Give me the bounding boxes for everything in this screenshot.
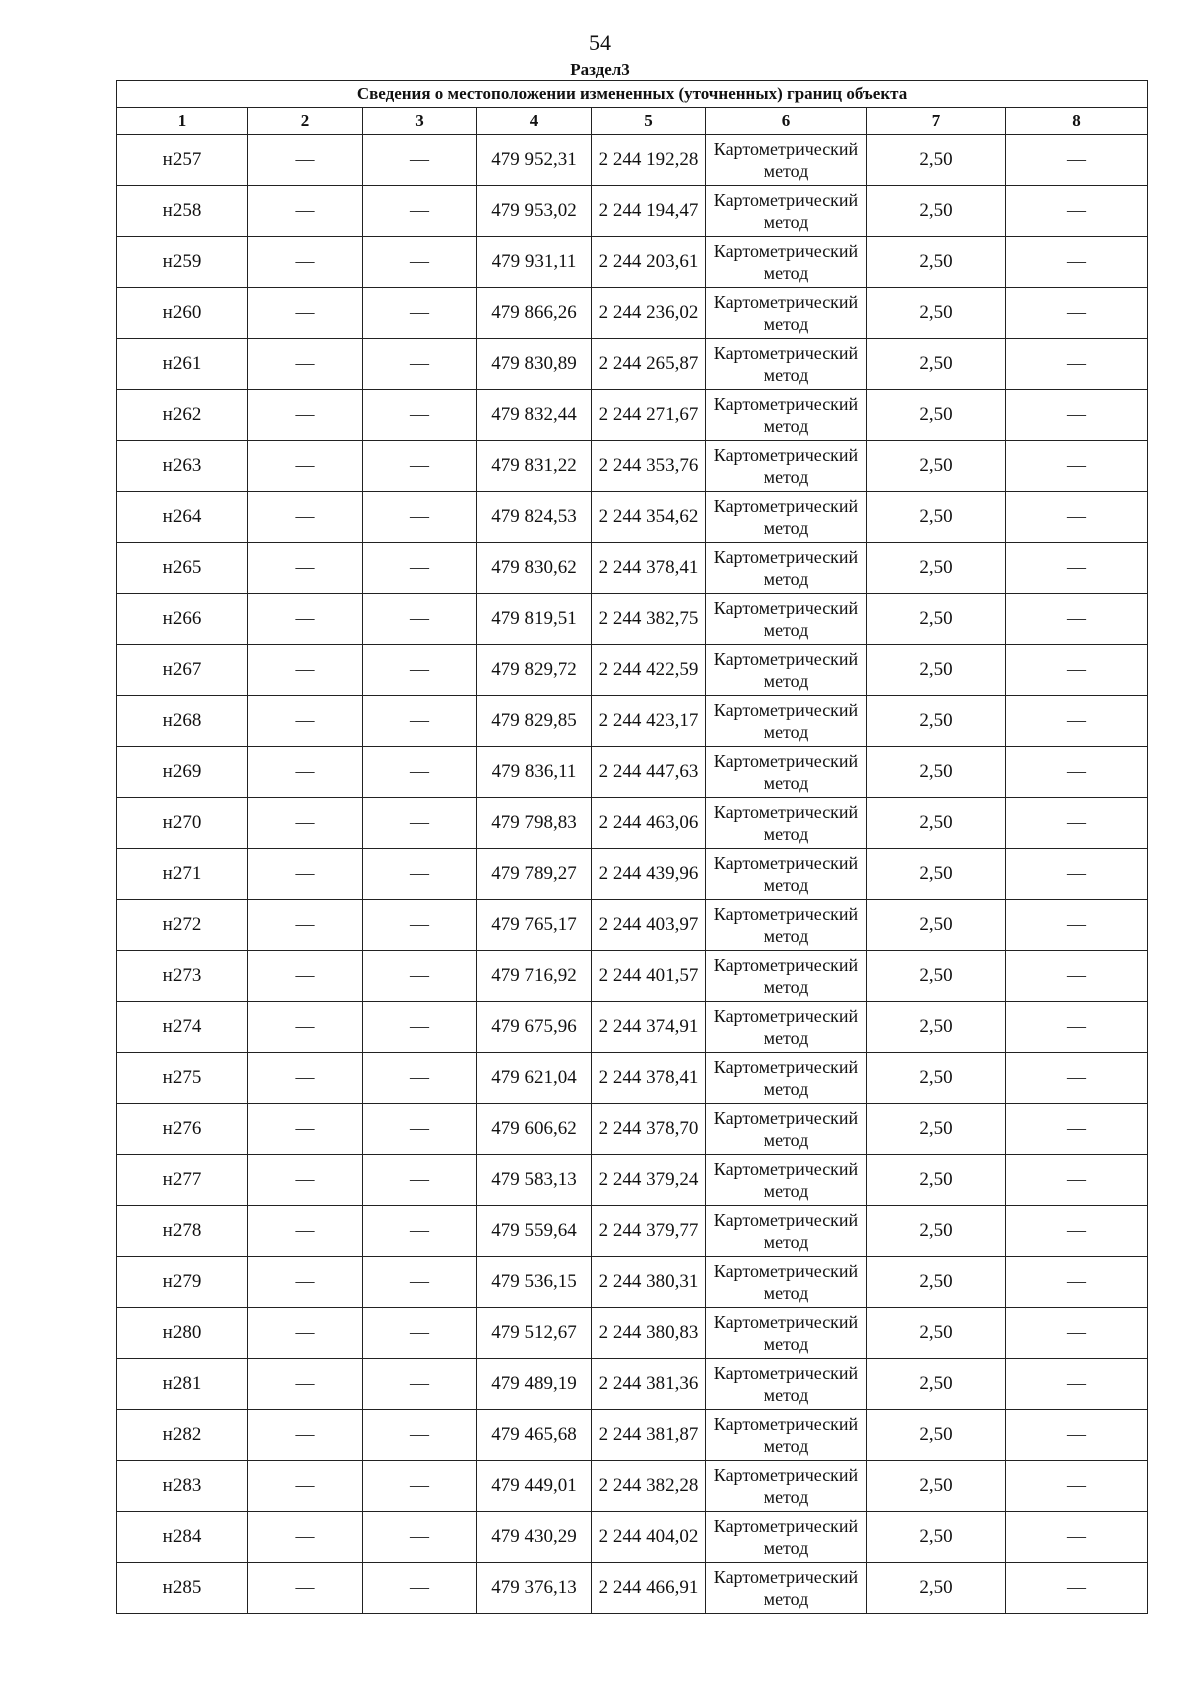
col3-cell: — <box>363 1104 477 1155</box>
accuracy-cell: 2,50 <box>867 645 1006 696</box>
point-id-cell: н266 <box>117 594 248 645</box>
page-number: 54 <box>589 30 611 55</box>
col8-cell: — <box>1006 1002 1148 1053</box>
col3-cell: — <box>363 951 477 1002</box>
table-row <box>117 492 1148 543</box>
point-id-cell: н260 <box>117 288 248 339</box>
accuracy-cell: 2,50 <box>867 339 1006 390</box>
col8-cell: — <box>1006 135 1148 186</box>
x-coordinate-cell: 479 559,64 <box>477 1206 592 1257</box>
table-row <box>117 186 1148 237</box>
y-coordinate-cell: 2 244 422,59 <box>592 645 706 696</box>
table-row <box>117 594 1148 645</box>
method-cell: Картометрический метод <box>706 1002 867 1053</box>
x-coordinate-cell: 479 765,17 <box>477 900 592 951</box>
col2-cell: — <box>248 1512 363 1563</box>
y-coordinate-cell: 2 244 381,87 <box>592 1410 706 1461</box>
x-coordinate-cell: 479 836,11 <box>477 747 592 798</box>
accuracy-cell: 2,50 <box>867 747 1006 798</box>
table-row <box>117 645 1148 696</box>
col2-cell: — <box>248 1359 363 1410</box>
col3-cell: — <box>363 1512 477 1563</box>
y-coordinate-cell: 2 244 382,28 <box>592 1461 706 1512</box>
x-coordinate-cell: 479 931,11 <box>477 237 592 288</box>
col2-cell: — <box>248 900 363 951</box>
col2-cell: — <box>248 951 363 1002</box>
x-coordinate-cell: 479 675,96 <box>477 1002 592 1053</box>
table-row <box>117 1563 1148 1614</box>
point-id-cell: н279 <box>117 1257 248 1308</box>
col8-cell: — <box>1006 798 1148 849</box>
x-coordinate-cell: 479 716,92 <box>477 951 592 1002</box>
y-coordinate-cell: 2 244 265,87 <box>592 339 706 390</box>
col3-cell: — <box>363 492 477 543</box>
table-row <box>117 1410 1148 1461</box>
method-cell: Картометрический метод <box>706 1053 867 1104</box>
col3-cell: — <box>363 237 477 288</box>
accuracy-cell: 2,50 <box>867 1461 1006 1512</box>
point-id-cell: н261 <box>117 339 248 390</box>
point-id-cell: н276 <box>117 1104 248 1155</box>
col8-cell: — <box>1006 1155 1148 1206</box>
table-row <box>117 1461 1148 1512</box>
accuracy-cell: 2,50 <box>867 1206 1006 1257</box>
y-coordinate-cell: 2 244 423,17 <box>592 696 706 747</box>
point-id-cell: н259 <box>117 237 248 288</box>
table-row <box>117 849 1148 900</box>
col8-cell: — <box>1006 1104 1148 1155</box>
col3-cell: — <box>363 543 477 594</box>
col3-cell: — <box>363 1053 477 1104</box>
accuracy-cell: 2,50 <box>867 390 1006 441</box>
y-coordinate-cell: 2 244 271,67 <box>592 390 706 441</box>
y-coordinate-cell: 2 244 378,41 <box>592 543 706 594</box>
col2-cell: — <box>248 543 363 594</box>
y-coordinate-cell: 2 244 380,83 <box>592 1308 706 1359</box>
col3-cell: — <box>363 1461 477 1512</box>
method-cell: Картометрический метод <box>706 1257 867 1308</box>
table-row <box>117 135 1148 186</box>
col8-cell: — <box>1006 645 1148 696</box>
col3-cell: — <box>363 288 477 339</box>
col8-cell: — <box>1006 288 1148 339</box>
point-id-cell: н273 <box>117 951 248 1002</box>
col2-cell: — <box>248 1308 363 1359</box>
col3-cell: — <box>363 186 477 237</box>
y-coordinate-cell: 2 244 404,02 <box>592 1512 706 1563</box>
table-row <box>117 441 1148 492</box>
x-coordinate-cell: 479 798,83 <box>477 798 592 849</box>
x-coordinate-cell: 479 952,31 <box>477 135 592 186</box>
col2-cell: — <box>248 594 363 645</box>
x-coordinate-cell: 479 606,62 <box>477 1104 592 1155</box>
method-cell: Картометрический метод <box>706 1104 867 1155</box>
col2-cell: — <box>248 390 363 441</box>
y-coordinate-cell: 2 244 379,77 <box>592 1206 706 1257</box>
x-coordinate-cell: 479 489,19 <box>477 1359 592 1410</box>
table-row <box>117 288 1148 339</box>
point-id-cell: н280 <box>117 1308 248 1359</box>
y-coordinate-cell: 2 244 378,70 <box>592 1104 706 1155</box>
method-cell: Картометрический метод <box>706 849 867 900</box>
x-coordinate-cell: 479 824,53 <box>477 492 592 543</box>
accuracy-cell: 2,50 <box>867 441 1006 492</box>
col8-cell: — <box>1006 849 1148 900</box>
col8-cell: — <box>1006 1359 1148 1410</box>
accuracy-cell: 2,50 <box>867 1257 1006 1308</box>
method-cell: Картометрический метод <box>706 798 867 849</box>
method-cell: Картометрический метод <box>706 390 867 441</box>
x-coordinate-cell: 479 465,68 <box>477 1410 592 1461</box>
y-coordinate-cell: 2 244 463,06 <box>592 798 706 849</box>
point-id-cell: н282 <box>117 1410 248 1461</box>
point-id-cell: н274 <box>117 1002 248 1053</box>
column-number: 5 <box>592 108 706 135</box>
accuracy-cell: 2,50 <box>867 1002 1006 1053</box>
method-cell: Картометрический метод <box>706 645 867 696</box>
col2-cell: — <box>248 492 363 543</box>
col3-cell: — <box>363 798 477 849</box>
col3-cell: — <box>363 339 477 390</box>
column-number: 6 <box>706 108 867 135</box>
table-row <box>117 1053 1148 1104</box>
accuracy-cell: 2,50 <box>867 543 1006 594</box>
method-cell: Картометрический метод <box>706 441 867 492</box>
point-id-cell: н278 <box>117 1206 248 1257</box>
table-title: Сведения о местоположении измененных (уточненных) границ объекта <box>117 81 1148 108</box>
point-id-cell: н264 <box>117 492 248 543</box>
point-id-cell: н283 <box>117 1461 248 1512</box>
point-id-cell: н277 <box>117 1155 248 1206</box>
table-row <box>117 1308 1148 1359</box>
col8-cell: — <box>1006 696 1148 747</box>
x-coordinate-cell: 479 621,04 <box>477 1053 592 1104</box>
col2-cell: — <box>248 645 363 696</box>
method-cell: Картометрический метод <box>706 1155 867 1206</box>
x-coordinate-cell: 479 536,15 <box>477 1257 592 1308</box>
method-cell: Картометрический метод <box>706 288 867 339</box>
col2-cell: — <box>248 1461 363 1512</box>
col8-cell: — <box>1006 1512 1148 1563</box>
col3-cell: — <box>363 1359 477 1410</box>
x-coordinate-cell: 479 829,72 <box>477 645 592 696</box>
col8-cell: — <box>1006 1461 1148 1512</box>
col8-cell: — <box>1006 1563 1148 1614</box>
table-row <box>117 543 1148 594</box>
method-cell: Картометрический метод <box>706 1512 867 1563</box>
col8-cell: — <box>1006 390 1148 441</box>
col2-cell: — <box>248 186 363 237</box>
point-id-cell: н270 <box>117 798 248 849</box>
table-row <box>117 1155 1148 1206</box>
table-row <box>117 339 1148 390</box>
x-coordinate-cell: 479 829,85 <box>477 696 592 747</box>
accuracy-cell: 2,50 <box>867 492 1006 543</box>
accuracy-cell: 2,50 <box>867 594 1006 645</box>
table-row <box>117 1257 1148 1308</box>
y-coordinate-cell: 2 244 192,28 <box>592 135 706 186</box>
table-row <box>117 1002 1148 1053</box>
col3-cell: — <box>363 747 477 798</box>
col8-cell: — <box>1006 1308 1148 1359</box>
method-cell: Картометрический метод <box>706 1410 867 1461</box>
method-cell: Картометрический метод <box>706 237 867 288</box>
point-id-cell: н257 <box>117 135 248 186</box>
x-coordinate-cell: 479 583,13 <box>477 1155 592 1206</box>
point-id-cell: н265 <box>117 543 248 594</box>
x-coordinate-cell: 479 866,26 <box>477 288 592 339</box>
col3-cell: — <box>363 645 477 696</box>
table-row <box>117 900 1148 951</box>
table-body <box>117 135 1148 1614</box>
col8-cell: — <box>1006 1206 1148 1257</box>
column-number: 3 <box>363 108 477 135</box>
col2-cell: — <box>248 1155 363 1206</box>
accuracy-cell: 2,50 <box>867 951 1006 1002</box>
col3-cell: — <box>363 1206 477 1257</box>
method-cell: Картометрический метод <box>706 1359 867 1410</box>
method-cell: Картометрический метод <box>706 900 867 951</box>
col2-cell: — <box>248 1257 363 1308</box>
point-id-cell: н285 <box>117 1563 248 1614</box>
table-row <box>117 951 1148 1002</box>
col8-cell: — <box>1006 543 1148 594</box>
col8-cell: — <box>1006 237 1148 288</box>
column-number: 4 <box>477 108 592 135</box>
method-cell: Картометрический метод <box>706 135 867 186</box>
point-id-cell: н262 <box>117 390 248 441</box>
col3-cell: — <box>363 1002 477 1053</box>
method-cell: Картометрический метод <box>706 1461 867 1512</box>
accuracy-cell: 2,50 <box>867 1308 1006 1359</box>
accuracy-cell: 2,50 <box>867 1359 1006 1410</box>
table-row <box>117 696 1148 747</box>
col2-cell: — <box>248 237 363 288</box>
x-coordinate-cell: 479 819,51 <box>477 594 592 645</box>
x-coordinate-cell: 479 830,62 <box>477 543 592 594</box>
y-coordinate-cell: 2 244 354,62 <box>592 492 706 543</box>
point-id-cell: н263 <box>117 441 248 492</box>
col2-cell: — <box>248 696 363 747</box>
col2-cell: — <box>248 1410 363 1461</box>
accuracy-cell: 2,50 <box>867 135 1006 186</box>
accuracy-cell: 2,50 <box>867 696 1006 747</box>
method-cell: Картометрический метод <box>706 747 867 798</box>
col2-cell: — <box>248 135 363 186</box>
col3-cell: — <box>363 441 477 492</box>
accuracy-cell: 2,50 <box>867 1512 1006 1563</box>
col2-cell: — <box>248 798 363 849</box>
accuracy-cell: 2,50 <box>867 1410 1006 1461</box>
col8-cell: — <box>1006 747 1148 798</box>
col2-cell: — <box>248 1206 363 1257</box>
y-coordinate-cell: 2 244 378,41 <box>592 1053 706 1104</box>
point-id-cell: н269 <box>117 747 248 798</box>
table-row <box>117 237 1148 288</box>
table-row <box>117 390 1148 441</box>
col8-cell: — <box>1006 1053 1148 1104</box>
col8-cell: — <box>1006 900 1148 951</box>
point-id-cell: н272 <box>117 900 248 951</box>
point-id-cell: н281 <box>117 1359 248 1410</box>
point-id-cell: н271 <box>117 849 248 900</box>
table-row <box>117 1359 1148 1410</box>
method-cell: Картометрический метод <box>706 186 867 237</box>
col8-cell: — <box>1006 492 1148 543</box>
method-cell: Картометрический метод <box>706 696 867 747</box>
col2-cell: — <box>248 441 363 492</box>
y-coordinate-cell: 2 244 466,91 <box>592 1563 706 1614</box>
point-id-cell: н284 <box>117 1512 248 1563</box>
point-id-cell: н258 <box>117 186 248 237</box>
col2-cell: — <box>248 1563 363 1614</box>
accuracy-cell: 2,50 <box>867 798 1006 849</box>
col3-cell: — <box>363 135 477 186</box>
col3-cell: — <box>363 1410 477 1461</box>
x-coordinate-cell: 479 512,67 <box>477 1308 592 1359</box>
accuracy-cell: 2,50 <box>867 288 1006 339</box>
col3-cell: — <box>363 1155 477 1206</box>
y-coordinate-cell: 2 244 381,36 <box>592 1359 706 1410</box>
x-coordinate-cell: 479 430,29 <box>477 1512 592 1563</box>
x-coordinate-cell: 479 376,13 <box>477 1563 592 1614</box>
col2-cell: — <box>248 747 363 798</box>
col3-cell: — <box>363 594 477 645</box>
y-coordinate-cell: 2 244 439,96 <box>592 849 706 900</box>
col8-cell: — <box>1006 594 1148 645</box>
accuracy-cell: 2,50 <box>867 849 1006 900</box>
section-label: Раздел3 <box>570 60 630 79</box>
y-coordinate-cell: 2 244 380,31 <box>592 1257 706 1308</box>
y-coordinate-cell: 2 244 203,61 <box>592 237 706 288</box>
accuracy-cell: 2,50 <box>867 900 1006 951</box>
column-number: 1 <box>117 108 248 135</box>
accuracy-cell: 2,50 <box>867 1155 1006 1206</box>
method-cell: Картометрический метод <box>706 543 867 594</box>
point-id-cell: н268 <box>117 696 248 747</box>
method-cell: Картометрический метод <box>706 492 867 543</box>
y-coordinate-cell: 2 244 236,02 <box>592 288 706 339</box>
table-row <box>117 1512 1148 1563</box>
x-coordinate-cell: 479 953,02 <box>477 186 592 237</box>
y-coordinate-cell: 2 244 379,24 <box>592 1155 706 1206</box>
col3-cell: — <box>363 390 477 441</box>
y-coordinate-cell: 2 244 374,91 <box>592 1002 706 1053</box>
accuracy-cell: 2,50 <box>867 1053 1006 1104</box>
col8-cell: — <box>1006 951 1148 1002</box>
accuracy-cell: 2,50 <box>867 237 1006 288</box>
table-row <box>117 1206 1148 1257</box>
point-id-cell: н267 <box>117 645 248 696</box>
y-coordinate-cell: 2 244 403,97 <box>592 900 706 951</box>
y-coordinate-cell: 2 244 401,57 <box>592 951 706 1002</box>
col8-cell: — <box>1006 339 1148 390</box>
col8-cell: — <box>1006 1257 1148 1308</box>
accuracy-cell: 2,50 <box>867 186 1006 237</box>
y-coordinate-cell: 2 244 382,75 <box>592 594 706 645</box>
x-coordinate-cell: 479 832,44 <box>477 390 592 441</box>
col2-cell: — <box>248 849 363 900</box>
y-coordinate-cell: 2 244 194,47 <box>592 186 706 237</box>
col8-cell: — <box>1006 1410 1148 1461</box>
col2-cell: — <box>248 1104 363 1155</box>
method-cell: Картометрический метод <box>706 594 867 645</box>
x-coordinate-cell: 479 449,01 <box>477 1461 592 1512</box>
col3-cell: — <box>363 849 477 900</box>
column-number: 8 <box>1006 108 1148 135</box>
table-row <box>117 1104 1148 1155</box>
col3-cell: — <box>363 696 477 747</box>
col3-cell: — <box>363 1257 477 1308</box>
col3-cell: — <box>363 1308 477 1359</box>
point-id-cell: н275 <box>117 1053 248 1104</box>
method-cell: Картометрический метод <box>706 1563 867 1614</box>
table-row <box>117 798 1148 849</box>
col2-cell: — <box>248 1053 363 1104</box>
method-cell: Картометрический метод <box>706 1206 867 1257</box>
method-cell: Картометрический метод <box>706 1308 867 1359</box>
column-number: 2 <box>248 108 363 135</box>
y-coordinate-cell: 2 244 353,76 <box>592 441 706 492</box>
x-coordinate-cell: 479 830,89 <box>477 339 592 390</box>
x-coordinate-cell: 479 831,22 <box>477 441 592 492</box>
x-coordinate-cell: 479 789,27 <box>477 849 592 900</box>
y-coordinate-cell: 2 244 447,63 <box>592 747 706 798</box>
accuracy-cell: 2,50 <box>867 1563 1006 1614</box>
column-number: 7 <box>867 108 1006 135</box>
method-cell: Картометрический метод <box>706 339 867 390</box>
col2-cell: — <box>248 288 363 339</box>
method-cell: Картометрический метод <box>706 951 867 1002</box>
boundary-coordinates-table <box>116 80 1148 1614</box>
col8-cell: — <box>1006 186 1148 237</box>
accuracy-cell: 2,50 <box>867 1104 1006 1155</box>
col2-cell: — <box>248 1002 363 1053</box>
col8-cell: — <box>1006 441 1148 492</box>
table-row <box>117 747 1148 798</box>
col3-cell: — <box>363 900 477 951</box>
col2-cell: — <box>248 339 363 390</box>
col3-cell: — <box>363 1563 477 1614</box>
